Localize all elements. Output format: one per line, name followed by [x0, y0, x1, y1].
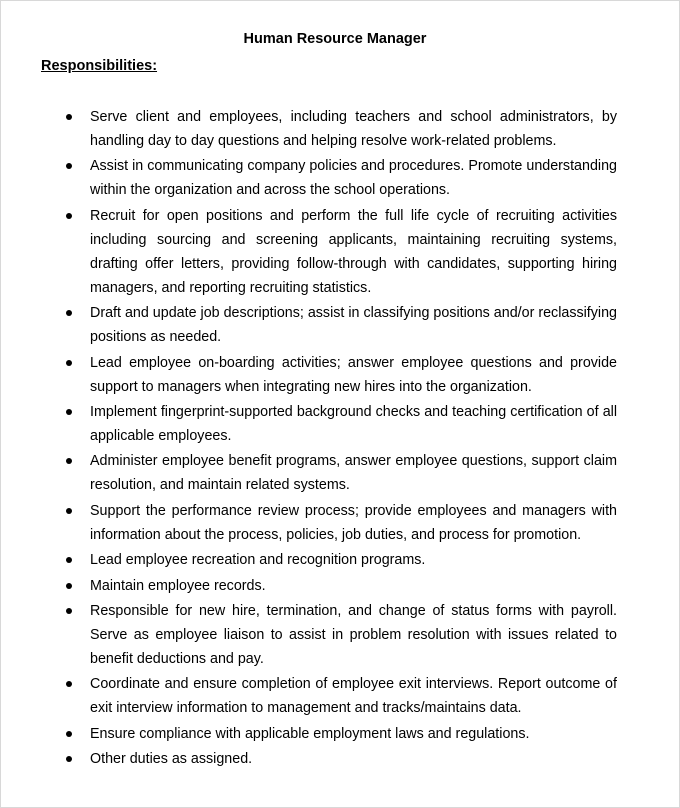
list-item-text: Ensure compliance with applicable employment laws and regulations. [90, 725, 530, 742]
list-item-text: Coordinate and ensure completion of employee exit interviews. Report outcome of exit interview information to management and tracks/maintains data. [90, 676, 617, 717]
bullet-icon [66, 756, 72, 762]
list-item-text: Administer employee benefit programs, answer employee questions, support claim resolution, and maintain related systems. [90, 453, 617, 494]
list-item-text: Draft and update job descriptions; assist in classifying positions and/or reclassifying positions as needed. [90, 305, 617, 346]
document-title: Human Resource Manager [243, 31, 427, 47]
list-item [61, 599, 617, 671]
bullet-icon [66, 608, 72, 614]
responsibilities-list [61, 105, 617, 772]
bullet-icon [66, 557, 72, 563]
list-item [61, 301, 617, 349]
bullet-icon [66, 731, 72, 737]
list-item-text: Recruit for open positions and perform the full life cycle of recruiting activities including sourcing and screening applicants, maintaining recruiting systems, drafting offer letters, providing follow-through with candidates, supporting hiring managers, and reporting recruiting statistics. [90, 207, 617, 296]
list-item-text: Responsible for new hire, termination, and change of status forms with payroll. Serve as employee liaison to assist in problem resolution with issues related to benefit deductions and pay. [90, 602, 617, 667]
list-item-text: Implement fingerprint-supported background checks and teaching certification of all applicable employees. [90, 403, 617, 444]
list-item [61, 722, 617, 746]
list-item [61, 204, 617, 300]
bullet-icon [66, 360, 72, 366]
list-item-text: Other duties as assigned. [90, 751, 253, 768]
bullet-icon [66, 583, 72, 589]
list-item [61, 747, 617, 771]
list-item [61, 154, 617, 202]
list-item-text: Maintain employee records. [90, 577, 266, 594]
list-item [61, 105, 617, 153]
list-item [61, 499, 617, 547]
list-item [61, 548, 617, 572]
list-item-text: Assist in communicating company policies and procedures. Promote understanding within the organization and across the school operations. [90, 158, 617, 199]
list-item [61, 449, 617, 497]
list-item [61, 574, 617, 598]
list-item-text: Serve client and employees, including teachers and school administrators, by handling day to day questions and helping resolve work-related problems. [90, 109, 617, 149]
bullet-icon [66, 681, 72, 687]
list-item [61, 400, 617, 448]
bullet-icon [66, 163, 72, 169]
list-item [61, 672, 617, 720]
responsibilities-heading: Responsibilities: [41, 58, 158, 74]
list-item [61, 351, 617, 399]
bullet-icon [66, 458, 72, 464]
bullet-icon [66, 213, 72, 219]
list-item-text: Support the performance review process; provide employees and managers with information about the process, policies, job duties, and process for promotion. [90, 502, 617, 543]
bullet-icon [66, 508, 72, 514]
list-item-text: Lead employee on-boarding activities; answer employee questions and provide support to managers when integrating new hires into the organization. [90, 354, 617, 395]
list-item-text: Lead employee recreation and recognition programs. [90, 552, 426, 569]
bullet-icon [66, 310, 72, 316]
bullet-icon [66, 409, 72, 415]
bullet-icon [66, 114, 72, 120]
